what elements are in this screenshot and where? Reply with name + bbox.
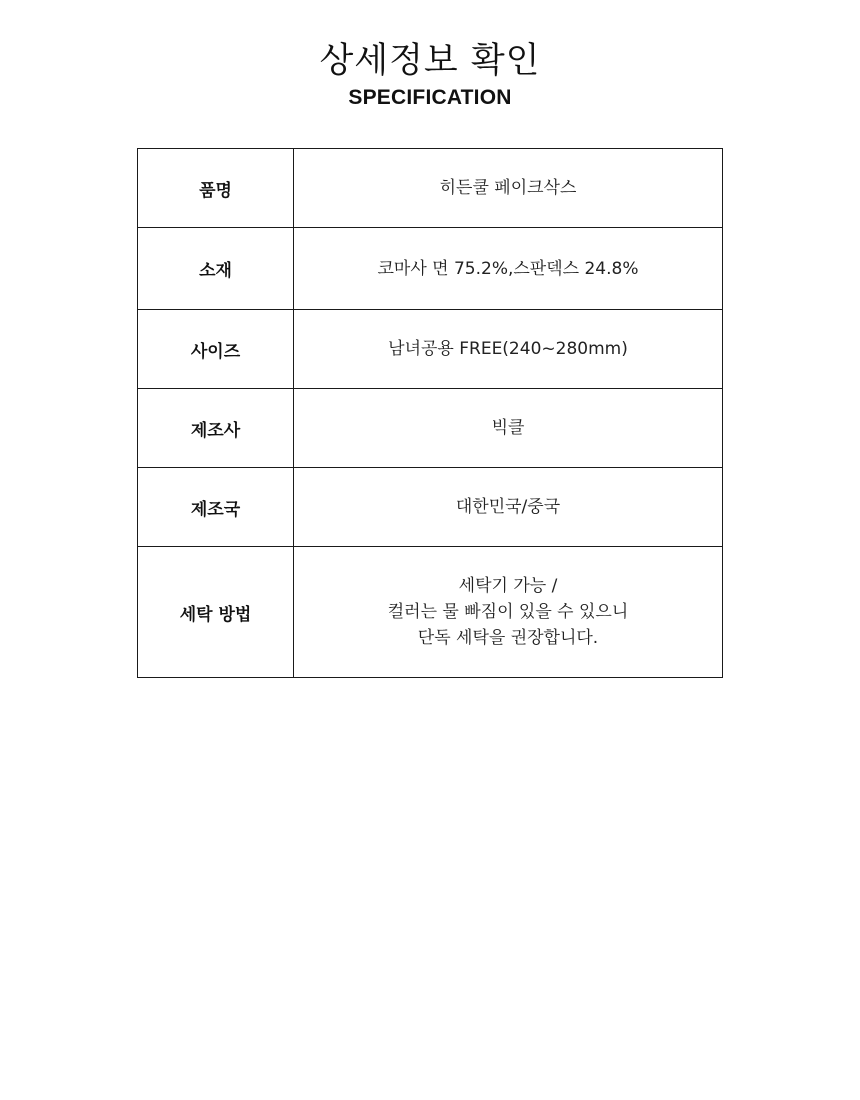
spec-value-line: 컬러는 물 빠짐이 있을 수 있으니	[387, 602, 629, 622]
spec-label: 제조국	[138, 468, 294, 547]
page-header	[0, 40, 860, 112]
spec-value	[294, 310, 723, 389]
spec-value	[294, 149, 723, 228]
spec-value	[294, 468, 723, 547]
spec-value	[294, 228, 723, 310]
spec-row-material	[138, 228, 723, 310]
specification-table	[137, 148, 723, 678]
spec-value	[294, 389, 723, 468]
spec-value-line: 히든쿨 페이크삭스	[439, 178, 577, 198]
spec-value-line: 단독 세탁을 권장합니다.	[417, 628, 599, 648]
spec-label: 제조사	[138, 389, 294, 468]
spec-value-line: 세탁기 가능 /	[458, 576, 558, 596]
spec-label: 소재	[138, 228, 294, 310]
spec-label: 품명	[138, 149, 294, 228]
spec-label: 세탁 방법	[138, 547, 294, 678]
spec-label: 사이즈	[138, 310, 294, 389]
spec-row-manufacturer	[138, 389, 723, 468]
page-subtitle: SPECIFICATION	[348, 86, 512, 109]
spec-row-size	[138, 310, 723, 389]
spec-value-line: 남녀공용 FREE(240~280mm)	[388, 339, 628, 359]
spec-value-line: 빅클	[491, 418, 525, 438]
page-title: 상세정보 확인	[319, 41, 541, 81]
spec-value-line: 대한민국/중국	[455, 497, 561, 517]
spec-row-product-name	[138, 149, 723, 228]
spec-value	[294, 547, 723, 678]
spec-row-origin	[138, 468, 723, 547]
spec-row-washing	[138, 547, 723, 678]
spec-value-line: 코마사 면 75.2%,스판덱스 24.8%	[377, 258, 639, 279]
